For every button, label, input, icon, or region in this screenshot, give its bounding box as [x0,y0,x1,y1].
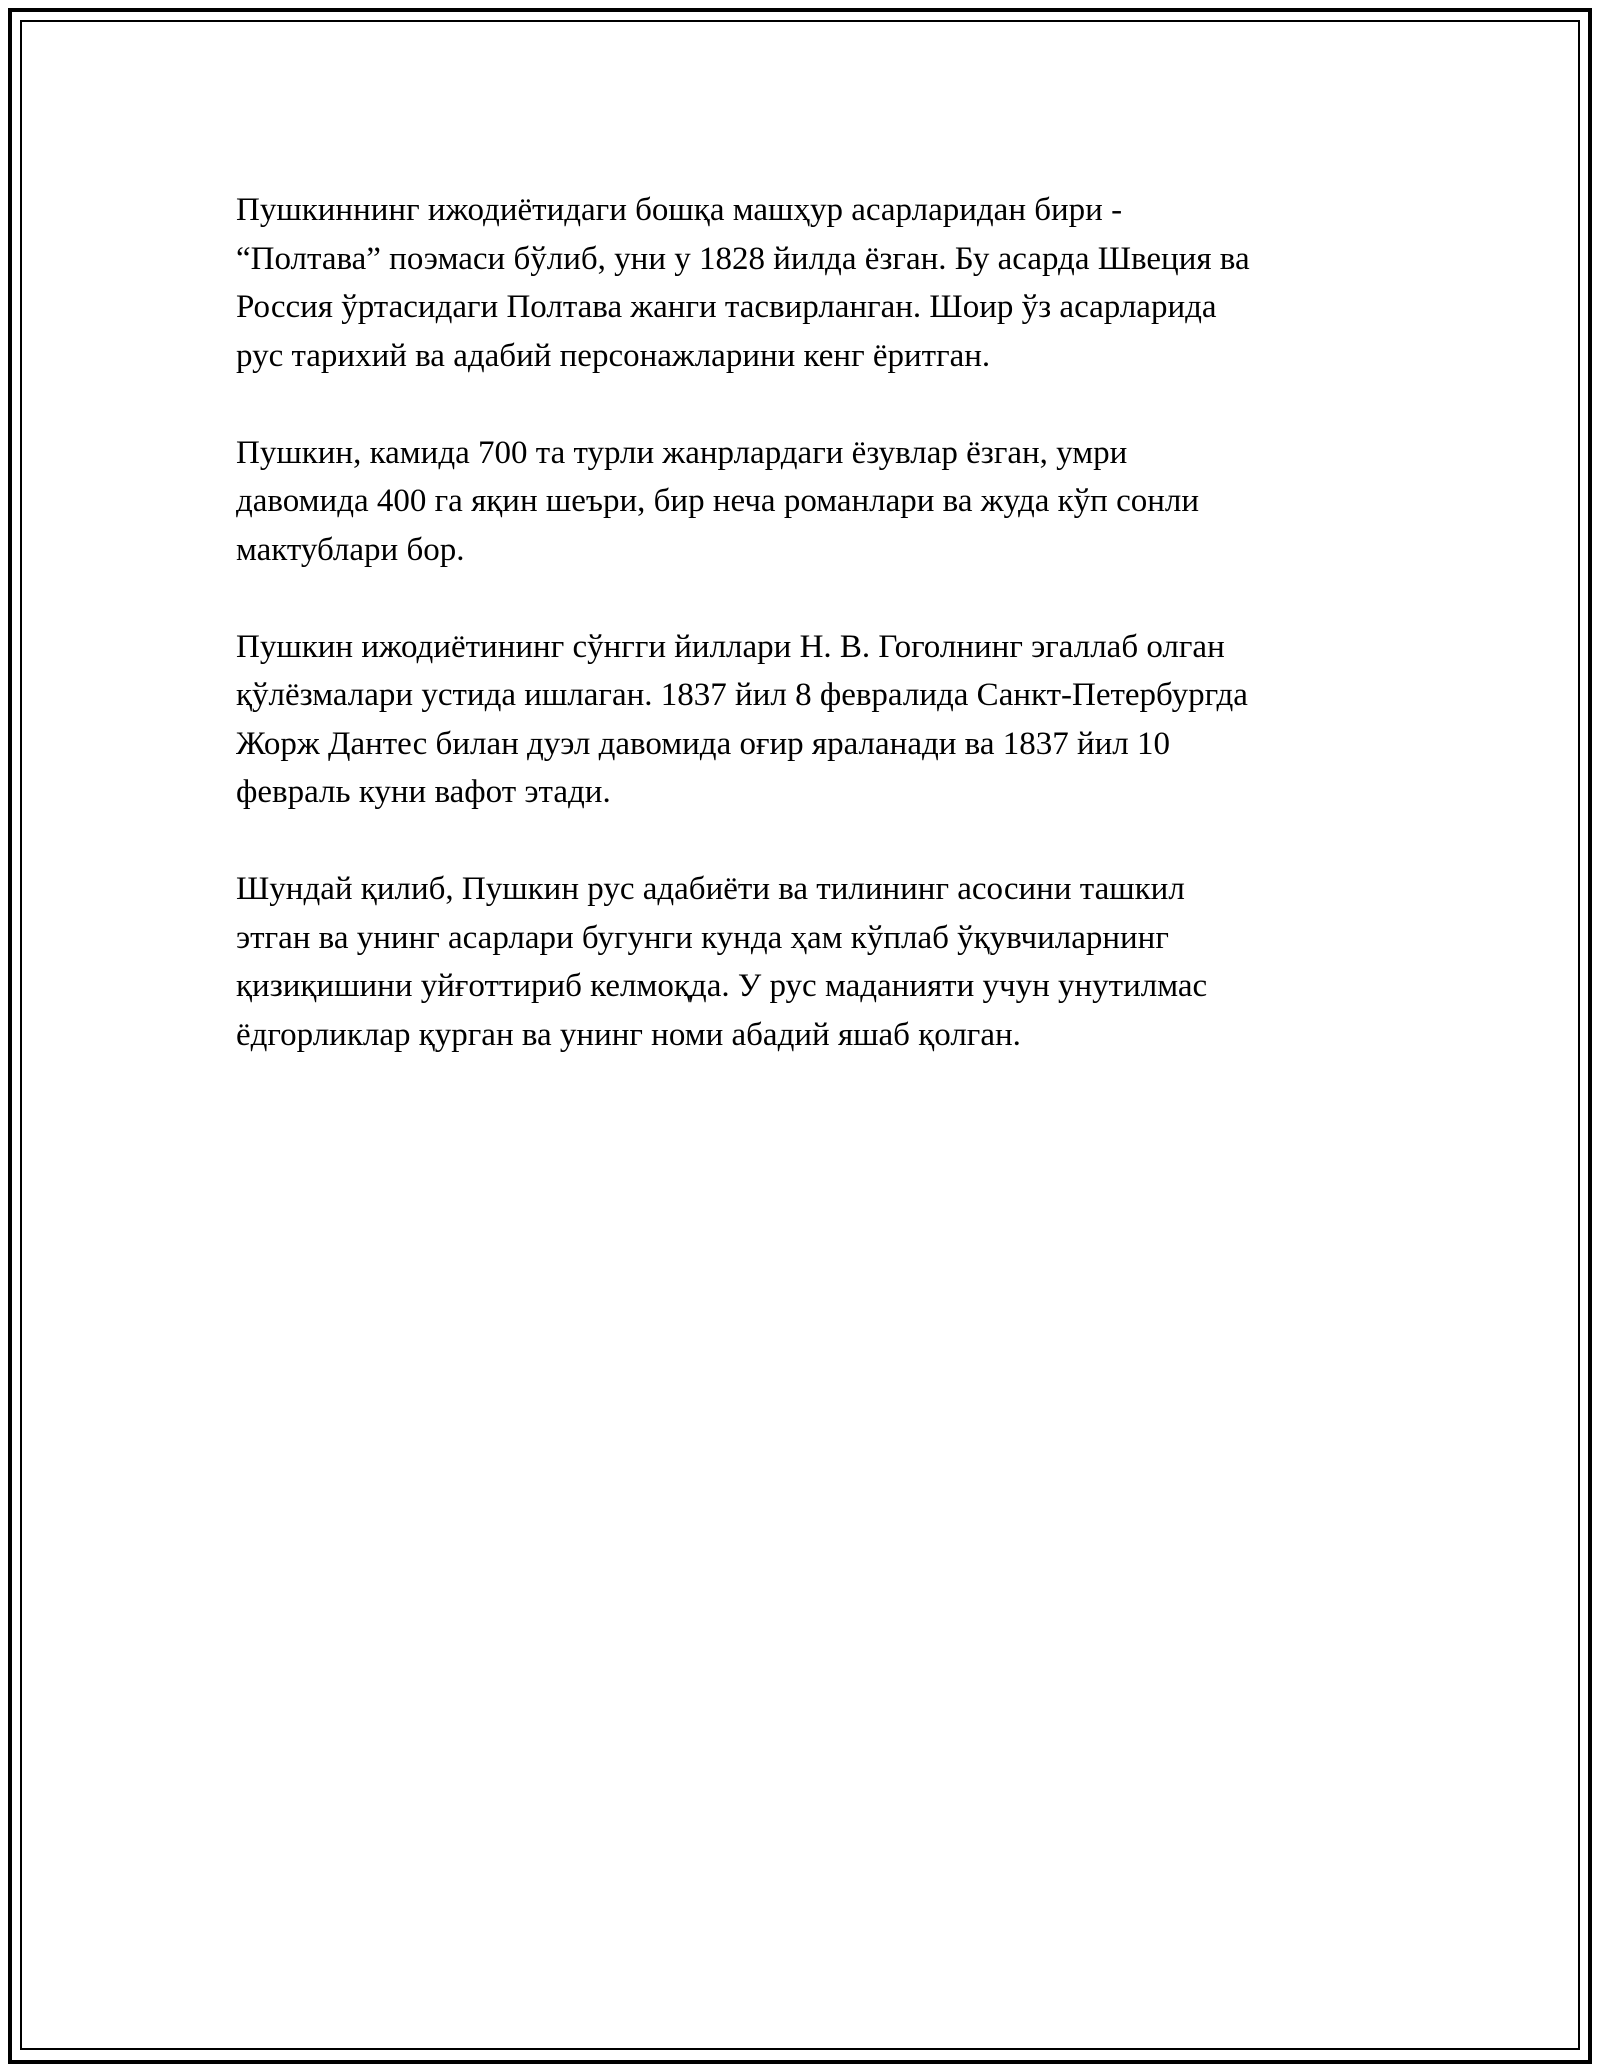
text-line: давомида 400 га яқин шеъри, бир неча романлари ва жуда кўп сонли [236,483,1200,519]
text-line: Пушкин ижодиётининг сўнгги йиллари Н. В. Гоголнинг эгаллаб олган [236,628,1225,665]
paragraph-last-years [236,623,1376,817]
text-line: этган ва унинг асарлари бугунги кунда ҳам кўплаб ўқувчиларнинг [236,919,1169,956]
text-line: февраль куни вафот этади. [236,774,611,810]
text-line: Пушкин, камида 700 та турли жанрлардаги ёзувлар ёзган, умри [236,434,1128,471]
text-line: мактублари бор. [236,531,465,568]
paragraph-poltava [236,186,1376,380]
text-line: Жорж Дантес билан дуэл давомида оғир яраланади ва 1837 йил 10 [236,725,1171,762]
text-line: Россия ўртасидаги Полтава жанги тасвирланган. Шоир ўз асарларида [236,289,1217,325]
text-line: Пушкиннинг ижодиётидаги бошқа машҳур асарларидан бири - [236,192,1123,228]
text-line: қўлёзмалари устида ишлаган. 1837 йил 8 февралида Санкт-Петербургда [236,677,1248,713]
text-line: “Полтава” поэмаси бўлиб, уни у 1828 йилда ёзган. Бу асарда Швеция ва [236,240,1250,277]
paragraph-legacy [236,865,1376,1059]
text-line: қизиқишини уйғоттириб келмоқда. У рус маданияти учун унутилмас [236,968,1208,1004]
text-line: рус тарихий ва адабий персонажларини кенг ёритган. [236,337,991,374]
paragraph-works [236,429,1376,575]
document-body [236,186,1376,1108]
text-line: ёдгорликлар қурган ва унинг номи абадий яшаб қолган. [236,1016,1021,1053]
text-line: Шундай қилиб, Пушкин рус адабиёти ва тилининг асосини ташкил [236,871,1185,907]
